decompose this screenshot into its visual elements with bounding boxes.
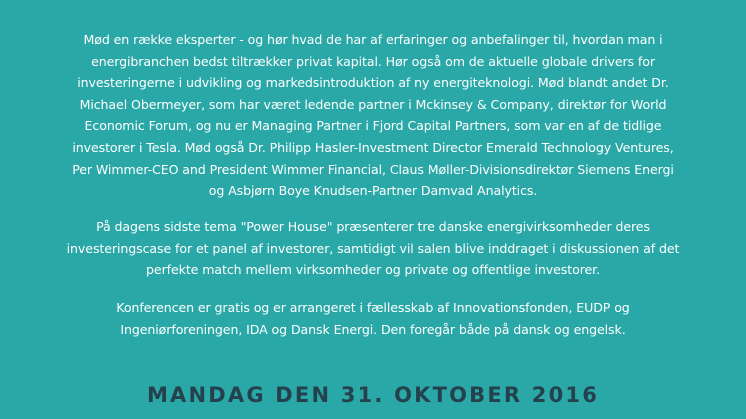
power-house-paragraph: På dagens sidste tema "Power House" præsenterer tre danske energivirksomheder deres investeringscase for et panel af investorer, samtidigt vil salen blive inddraget i diskussionen af det perfekte match mellem virksomheder og private og offentlige investorer. [66, 219, 680, 278]
speakers-paragraph: Mød en række eksperter - og hør hvad de har af erfaringer og anbefalinger til, hvordan man i energibranchen bedst tiltrækker privat kapital. Hør også om de aktuelle globale drivers for investeringerne i udvikling og markedsintroduktion af ny energiteknologi. Mød blandt andet Dr. Michael Obermeyer, som har været ledende partner i Mckinsey & Company, direktør for World Economic Forum, og nu er Managing Partner i Fjord Capital Partners, som var en af de tidlige investorer i Tesla. Mød også Dr. Philipp Hasler-Investment Director Emerald Technology Ventures, Per Wimmer-CEO and President Wimmer Financial, Claus Møller-Divisionsdirektør Siemens Energi og Asbjørn Boye Knudsen-Partner Damvad Analytics. [72, 32, 674, 199]
conference-info-paragraph: Konferencen er gratis og er arrangeret i fællesskab af Innovationsfonden, EUDP og Ingeniørforeningen, IDA og Dansk Energi. Den foregår både på dansk og engelsk. [116, 300, 630, 337]
event-date-heading: MANDAG DEN 31. OKTOBER 2016 [146, 383, 600, 407]
